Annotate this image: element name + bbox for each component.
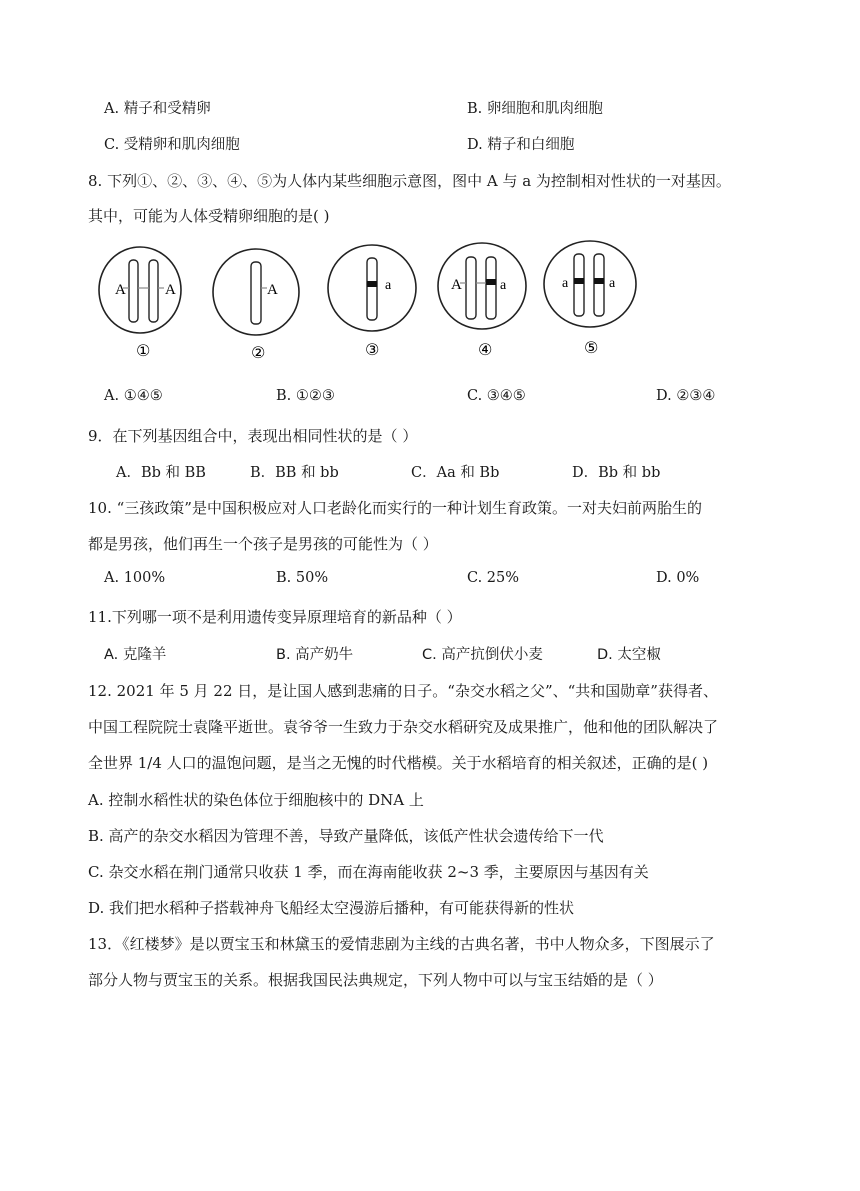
q10-option-d: D. 0% xyxy=(656,570,700,586)
q13-stem-line1: 13．《红楼梦》是以贾宝玉和林黛玉的爱情悲剧为主线的古典名著，书中人物众多，下图展示了 xyxy=(88,935,715,953)
q11-option-c: C. 高产抗倒伏小麦 xyxy=(422,647,543,663)
q12-stem-line3: 全世界 1/4 人口的温饱问题，是当之无愧的时代楷模。关于水稻培育的相关叙述，正确的是( ) xyxy=(88,754,709,772)
q7-option-d: D. 精子和白细胞 xyxy=(467,137,575,153)
cell-1-number: ① xyxy=(136,341,151,360)
q11-option-d: D. 太空椒 xyxy=(597,647,661,663)
q9-option-d: D．Bb 和 bb xyxy=(572,465,661,481)
q7-option-c: C. 受精卵和肌肉细胞 xyxy=(104,137,240,153)
q10-option-b: B. 50% xyxy=(276,570,329,586)
cell-4-left-gene: A xyxy=(451,277,462,293)
cell-1-right-gene: A xyxy=(165,282,176,298)
q11-option-a: A. 克隆羊 xyxy=(104,647,167,663)
q10-stem-line1: 10. “三孩政策”是中国积极应对人口老龄化而实行的一种计划生育政策。一对夫妇前两胎生的 xyxy=(88,499,702,517)
q9-option-b: B．BB 和 bb xyxy=(250,465,339,481)
cell-diagram-figure xyxy=(96,238,656,368)
q12-option-c: C. 杂交水稻在荆门通常只收获 1 季，而在海南能收获 2~3 季，主要原因与基因有关 xyxy=(88,863,649,881)
cell-4-number: ④ xyxy=(478,340,493,359)
q11-stem: 11.下列哪一项不是利用遗传变异原理培育的新品种（ ） xyxy=(88,608,462,626)
q9-stem: 9．在下列基因组合中，表现出相同性状的是（ ） xyxy=(88,427,418,445)
q13-stem-line2: 部分人物与贾宝玉的关系。根据我国民法典规定，下列人物中可以与宝玉结婚的是（ ） xyxy=(88,971,663,989)
cell-3 xyxy=(328,245,416,359)
cell-4-right-gene: a xyxy=(500,278,507,293)
q8-option-a: A. ①④⑤ xyxy=(104,388,163,404)
cell-5 xyxy=(544,241,636,357)
cell-2 xyxy=(213,249,299,362)
q10-option-a: A. 100% xyxy=(104,570,166,586)
q8-option-c: C. ③④⑤ xyxy=(467,388,526,404)
q8-option-d: D. ②③④ xyxy=(656,388,716,404)
q8-stem-line2: 其中，可能为人体受精卵细胞的是( ) xyxy=(88,207,330,225)
q7-option-a: A. 精子和受精卵 xyxy=(104,101,211,117)
q8-option-b: B. ①②③ xyxy=(276,388,335,404)
q10-option-c: C. 25% xyxy=(467,570,520,586)
q7-option-b: B. 卵细胞和肌肉细胞 xyxy=(467,101,603,117)
q11-option-b: B. 高产奶牛 xyxy=(276,647,354,663)
q8-stem-line1: 8. 下列①、②、③、④、⑤为人体内某些细胞示意图，图中 A 与 a 为控制相对性状的一对基因。 xyxy=(88,172,731,190)
q12-option-d: D. 我们把水稻种子搭载神舟飞船经太空漫游后播种，有可能获得新的性状 xyxy=(88,899,575,917)
cell-3-number: ③ xyxy=(365,340,380,359)
cell-1-left-gene: A xyxy=(115,282,126,298)
q12-stem-line1: 12. 2021 年 5 月 22 日，是让国人感到悲痛的日子。“杂交水稻之父”、“共和国勋章”获得者、 xyxy=(88,682,718,700)
cell-2-right-gene: A xyxy=(267,282,278,298)
q10-stem-line2: 都是男孩，他们再生一个孩子是男孩的可能性为（ ） xyxy=(88,535,438,553)
q12-option-b: B. 高产的杂交水稻因为管理不善，导致产量降低，该低产性状会遗传给下一代 xyxy=(88,827,604,845)
cell-4 xyxy=(438,243,526,359)
q12-option-a: A. 控制水稻性状的染色体位于细胞核中的 DNA 上 xyxy=(88,791,424,809)
cell-3-right-gene: a xyxy=(385,278,392,293)
cell-1 xyxy=(99,247,181,360)
cell-5-number: ⑤ xyxy=(584,338,599,357)
cell-2-number: ② xyxy=(251,343,266,362)
q9-option-a: A．Bb 和 BB xyxy=(116,465,206,481)
cell-5-right-gene: a xyxy=(609,276,616,291)
cell-5-left-gene: a xyxy=(562,276,569,291)
q12-stem-line2: 中国工程院院士袁隆平逝世。袁爷爷一生致力于杂交水稻研究及成果推广，他和他的团队解决了 xyxy=(88,718,719,736)
q9-option-c: C．Aa 和 Bb xyxy=(411,465,500,481)
